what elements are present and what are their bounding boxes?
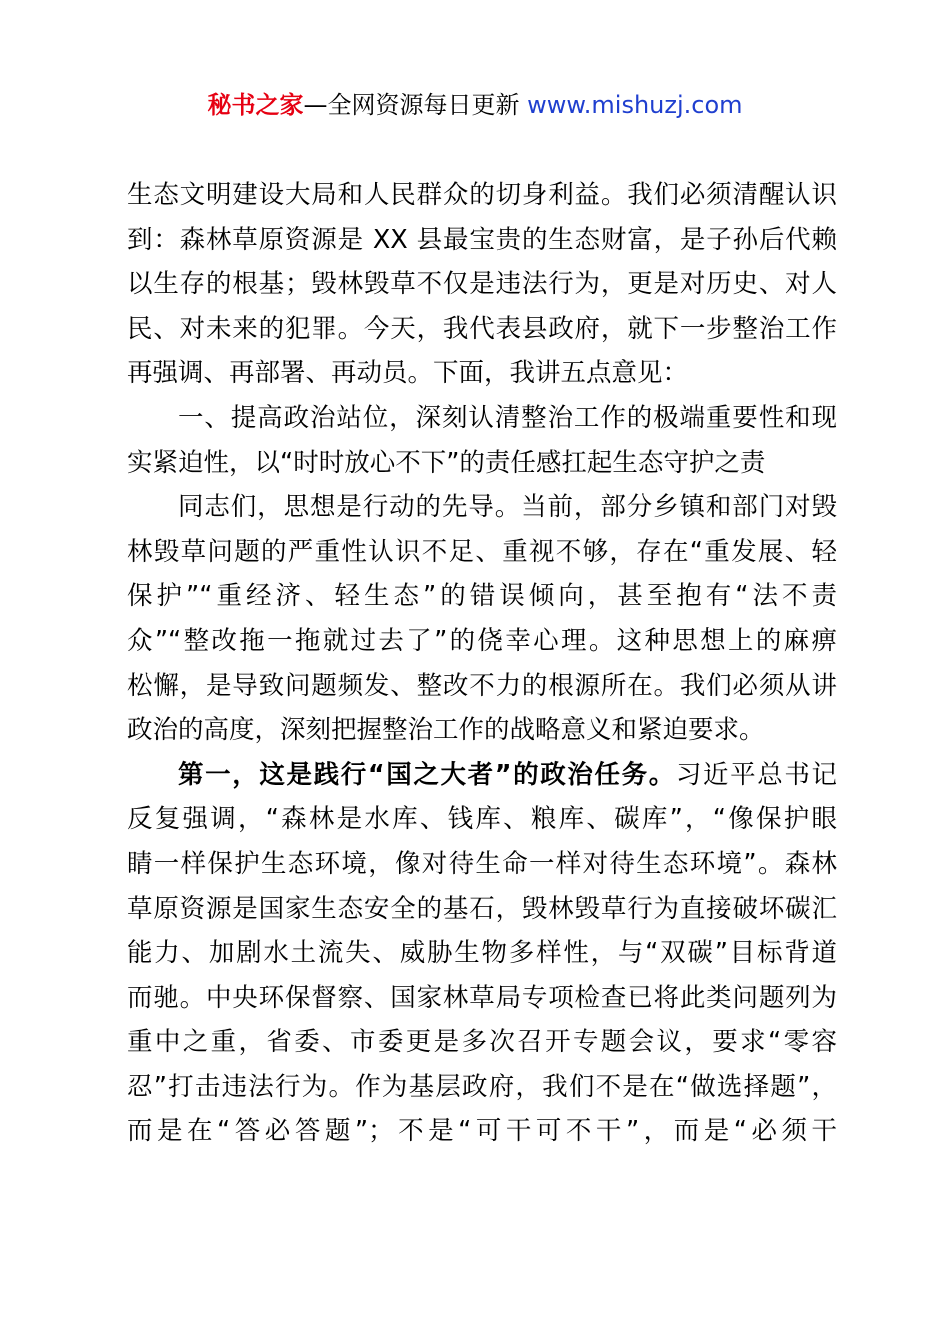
body-line: 重中之重，省委、市委更是多次召开专题会议，要求“零容 bbox=[127, 1027, 837, 1058]
body-line: 以生存的根基；毁林毁草不仅是违法行为，更是对历史、对人 bbox=[127, 269, 837, 300]
body-line: 再强调、再部署、再动员。下面，我讲五点意见： bbox=[127, 358, 689, 389]
body-line: 政治的高度，深刻把握整治工作的战略意义和紧迫要求。 bbox=[127, 715, 765, 746]
header-slogan: —全网资源每日更新 bbox=[303, 91, 528, 119]
paragraph-lead-line bbox=[127, 753, 837, 798]
lead-remainder: 习近平总书记 bbox=[675, 759, 837, 790]
body-line: 保护”“重经济、轻生态”的错误倾向，甚至抱有“法不责 bbox=[127, 581, 837, 612]
body-line: 生态文明建设大局和人民群众的切身利益。我们必须清醒认识 bbox=[127, 180, 837, 210]
body-line: 松懈，是导致问题频发、整改不力的根源所在。我们必须从讲 bbox=[127, 670, 837, 701]
site-url[interactable]: www.mishuzj.com bbox=[527, 91, 743, 119]
body-line: 到：森林草原资源是 XX 县最宝贵的生态财富，是子孙后代赖 bbox=[127, 224, 837, 255]
body-line: 同志们，思想是行动的先导。当前，部分乡镇和部门对毁 bbox=[178, 492, 837, 523]
body-line: 而是在“答必答题”；不是“可干可不干”，而是“必须干 bbox=[127, 1116, 837, 1147]
body-line: 民、对未来的犯罪。今天，我代表县政府，就下一步整治工作 bbox=[127, 313, 837, 344]
body-line: 能力、加剧水土流失、威胁生物多样性，与“双碳”目标背道 bbox=[127, 938, 837, 969]
document-body bbox=[127, 173, 837, 1154]
section-heading-line: 实紧迫性，以“时时放心不下”的责任感扛起生态守护之责 bbox=[127, 447, 766, 478]
body-line: 而驰。中央环保督察、国家林草局专项检查已将此类问题列为 bbox=[127, 982, 837, 1013]
brand-name: 秘书之家 bbox=[207, 91, 304, 119]
body-line: 忍”打击违法行为。作为基层政府，我们不是在“做选择题”， bbox=[127, 1071, 837, 1102]
body-line: 林毁草问题的严重性认识不足、重视不够，存在“重发展、轻 bbox=[127, 536, 837, 567]
body-line: 反复强调，“森林是水库、钱库、粮库、碳库”，“像保护眼 bbox=[127, 804, 837, 835]
body-line: 草原资源是国家生态安全的基石，毁林毁草行为直接破坏碳汇 bbox=[127, 893, 837, 924]
body-line: 众”“整改拖一拖就过去了”的侥幸心理。这种思想上的麻痹 bbox=[127, 625, 837, 656]
section-heading-line: 一、提高政治站位，深刻认清整治工作的极端重要性和现 bbox=[178, 402, 837, 433]
site-header bbox=[0, 88, 950, 122]
bold-lead: 第一，这是践行“国之大者”的政治任务。 bbox=[178, 759, 676, 790]
body-line: 睛一样保护生态环境，像对待生命一样对待生态环境”。森林 bbox=[127, 848, 837, 879]
